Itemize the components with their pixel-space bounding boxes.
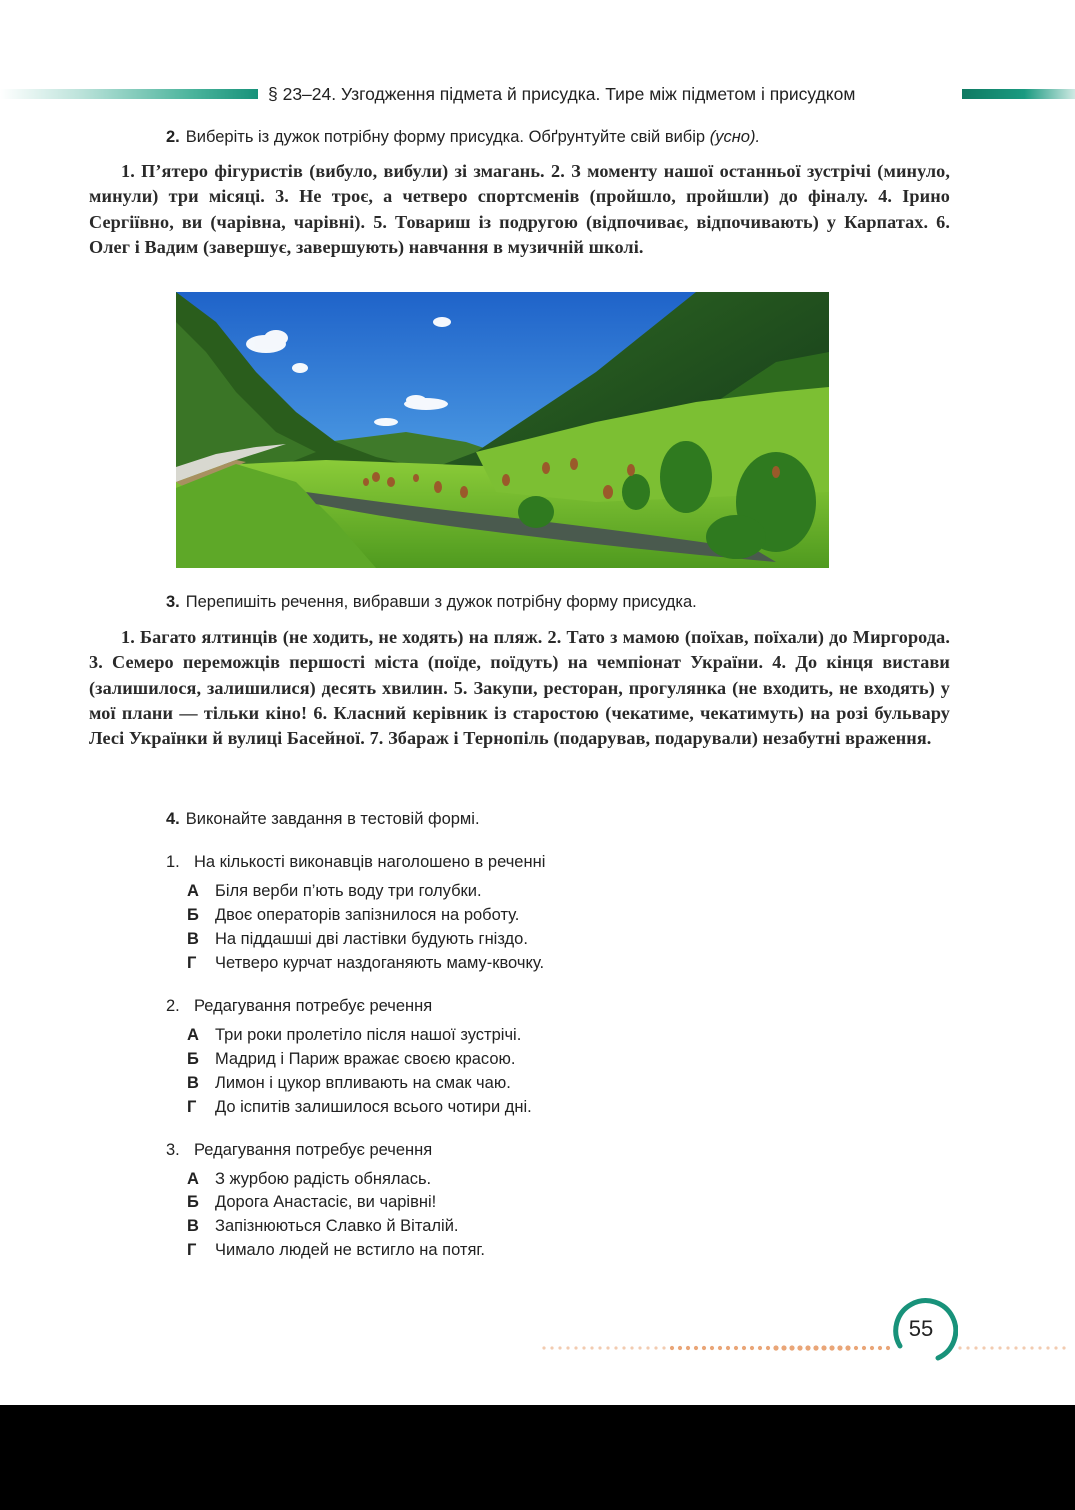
page-number: 55 <box>908 1316 934 1341</box>
task-2-heading <box>166 128 760 147</box>
q2-option-b: Б Мадрид і Париж вражає своєю красою. <box>187 1050 516 1068</box>
task-4-number: 4. <box>166 810 180 828</box>
test-question-2: 2. Редагування потребує речення <box>166 997 433 1015</box>
test-question-1: 1. На кількості виконавців наголошено в реченні <box>166 853 546 871</box>
task-4-instruction: Виконайте завдання в тестовій формі. <box>185 810 480 828</box>
q3-option-c: В Запізнюються Славко й Віталій. <box>187 1217 459 1235</box>
q2-option-a: А Три роки пролетіло після нашої зустрічі. <box>187 1026 522 1044</box>
section-title: § 23–24. Узгодження підмета й присудка. Тире між підметом і присудком <box>268 84 856 104</box>
q1-option-b: Б Двоє операторів запізнилося на роботу. <box>187 906 520 924</box>
q1-option-c: В На піддашші дві ластівки будують гніздо. <box>187 930 528 948</box>
footer-dot-rule <box>540 1343 1075 1353</box>
carpathian-valley-photo <box>176 292 829 568</box>
q3-option-d: Г Чимало людей не встигло на потяг. <box>187 1241 485 1259</box>
q1-option-d: Г Четверо курчат наздоганяють маму-квочку. <box>187 954 545 972</box>
header-rule-right <box>962 89 1075 99</box>
q1-option-a: А Біля верби п’ють воду три голубки. <box>187 882 482 900</box>
task-2-note: (усно). <box>709 128 761 146</box>
q3-option-b: Б Дорога Анастасіє, ви чарівні! <box>187 1193 437 1211</box>
q2-option-d: Г До іспитів залишилося всього чотири дні. <box>187 1098 532 1116</box>
task-2-instruction: Виберіть із дужок потрібну форму присудка. Обґрунтуйте свій вибір <box>185 128 706 146</box>
task-4-heading <box>166 810 480 829</box>
q3-option-a: А З журбою радість обнялась. <box>187 1170 432 1188</box>
task-3-heading <box>166 593 697 612</box>
screen-bottom-bar <box>0 1405 1075 1510</box>
test-question-3: 3. Редагування потребує речення <box>166 1141 433 1159</box>
task-2-sentences: 1. П’ятеро фігуристів (вибуло, вибули) зі змагань. 2. З моменту нашої останньої зустрічі (минуло, минули) три місяці. 3. Не троє, а четверо спортсменів (пройшло, пройшли) до фіналу. 4. Ірино Сергіївно, ви (чарівна, чарівні). 5. Товариш із подругою (відпочиває, відпочивають) у Карпатах. 6. Олег і Вадим (завершує, завершують) навчання в музичній школі. <box>89 161 950 257</box>
task-2-number: 2. <box>166 128 180 146</box>
task-3-sentences: 1. Багато ялтинців (не ходить, не ходять) на пляж. 2. Тато з мамою (поїхав, поїхали) до Миргорода. 3. Семеро переможців першості міста (поїде, поїдуть) на чемпіонат України. 4. До кінця вистави (залишилося, залишилися) десять хвилин. 5. Закупи, ресторан, прогулянка (не входить, не входять) у мої плани — тільки кіно! 6. Класний керівник із старостою (чекатиме, чекатимуть) на розі бульвару Лесі Українки й вулиці Басейної. 7. Збараж і Тернопіль (подарував, подарували) незабутні враження. <box>89 627 950 749</box>
task-3-instruction: Перепишіть речення, вибравши з дужок потрібну форму присудка. <box>185 593 697 611</box>
q2-option-c: В Лимон і цукор впливають на смак чаю. <box>187 1074 511 1092</box>
task-3-number: 3. <box>166 593 180 611</box>
header-rule-left <box>0 89 258 99</box>
